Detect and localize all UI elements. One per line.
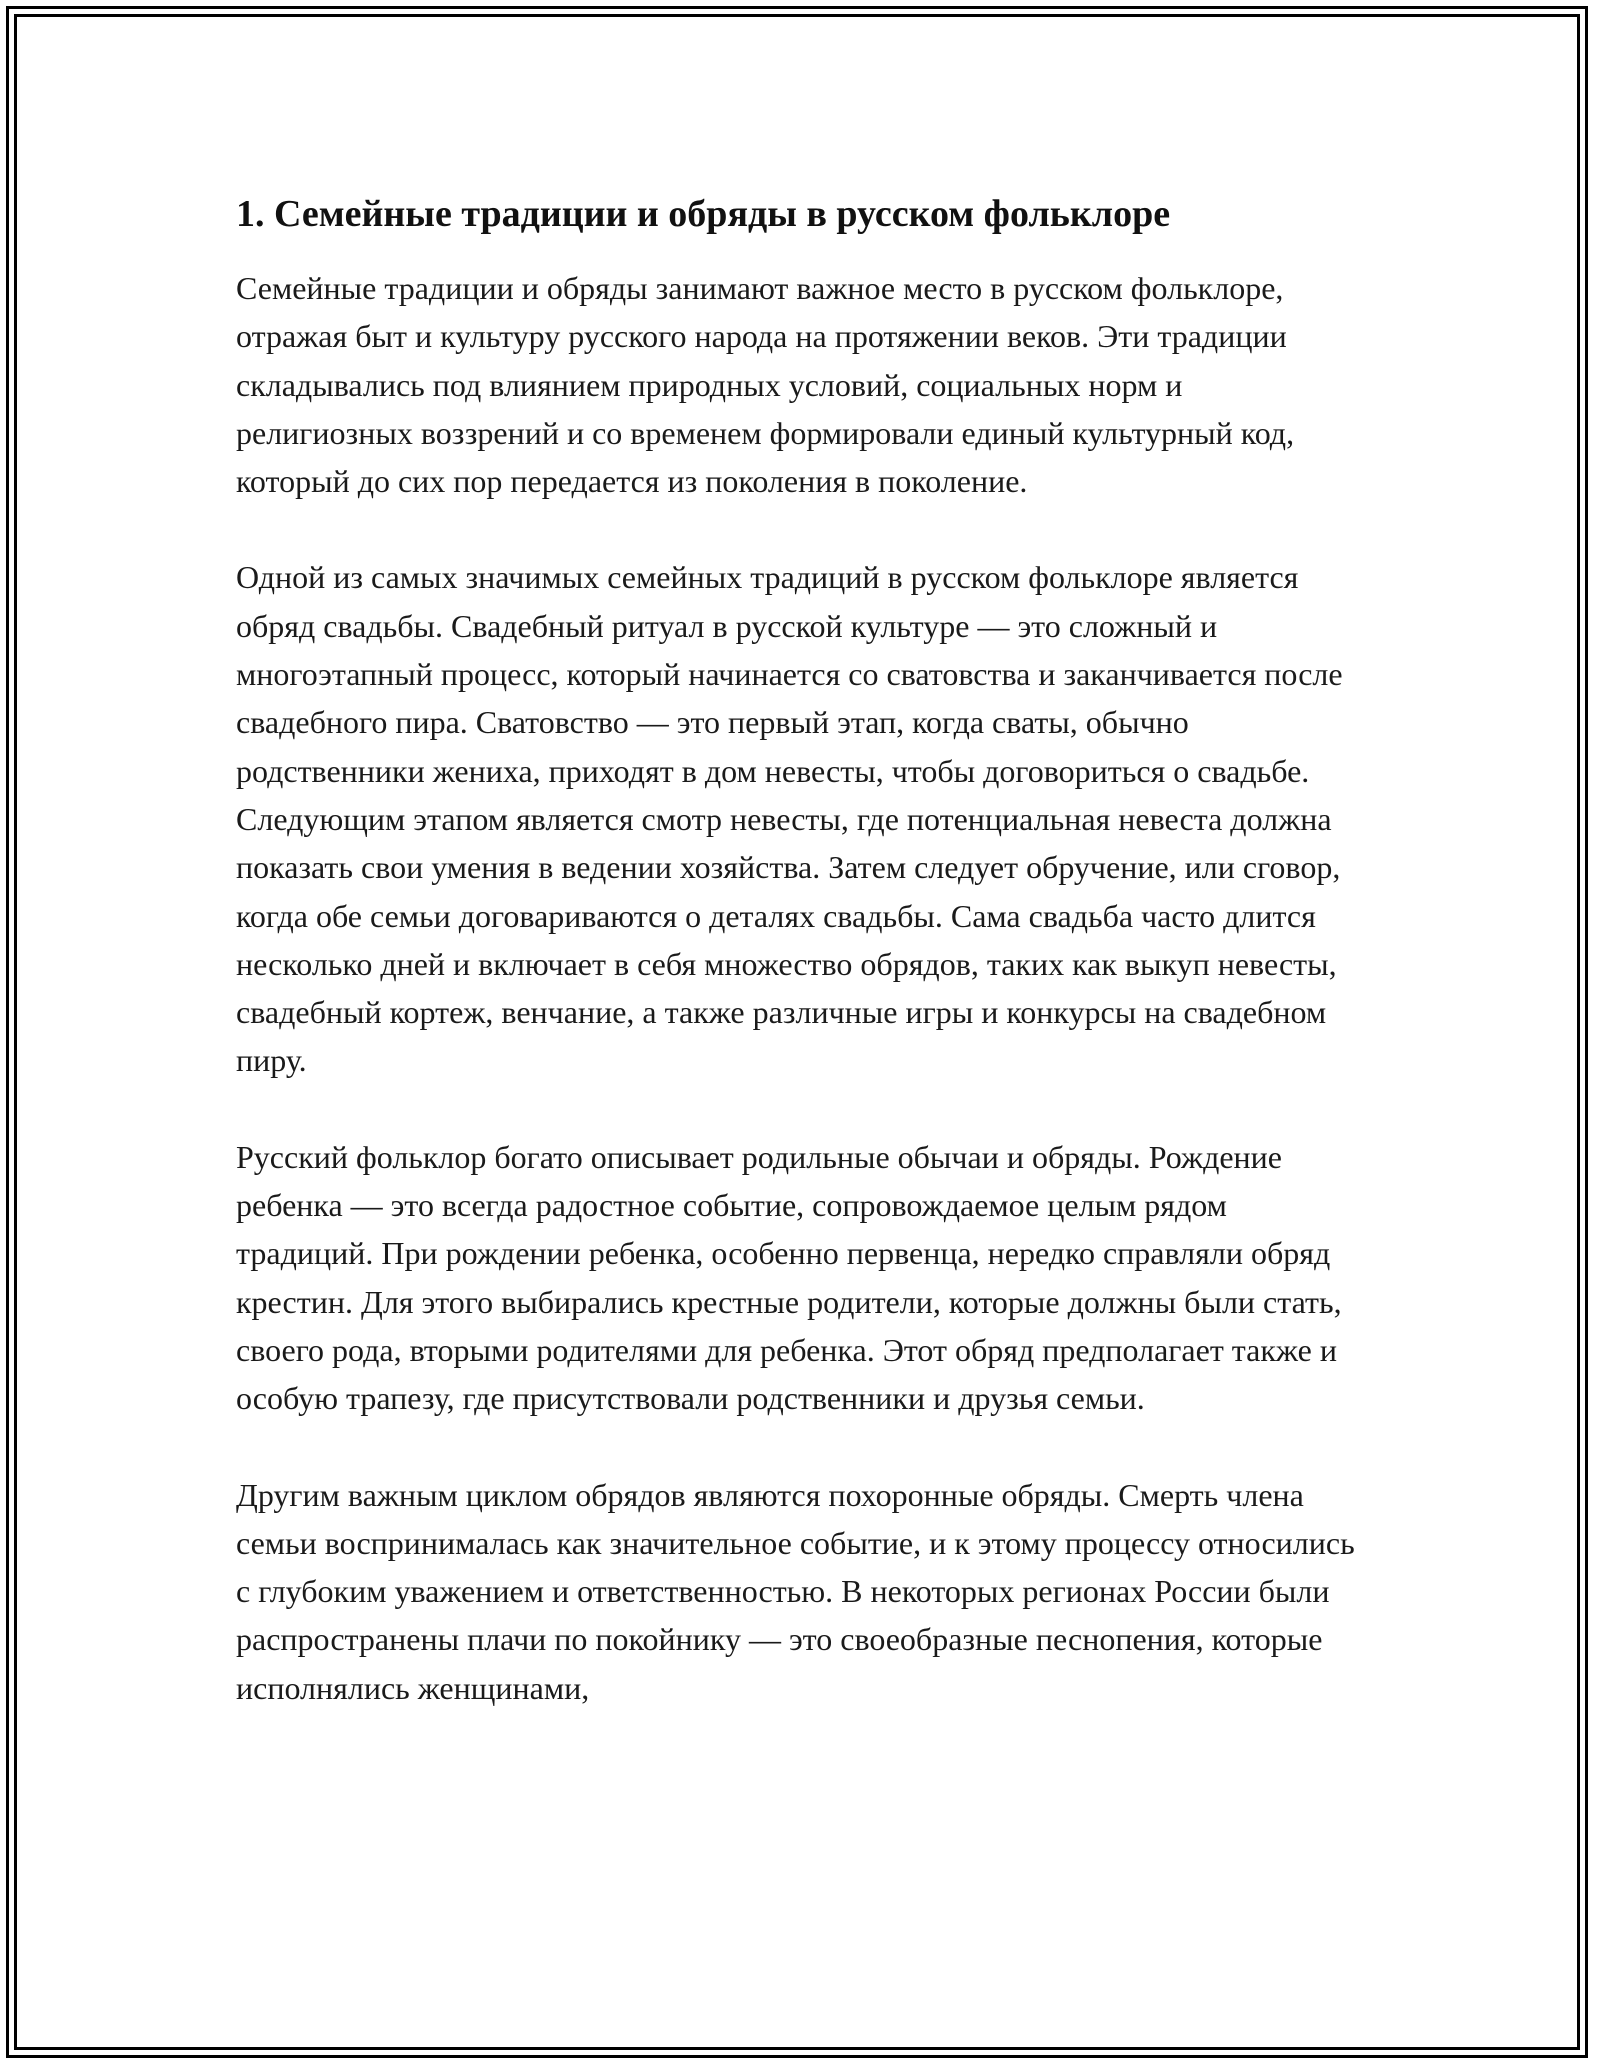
section-heading: 1. Семейные традиции и обряды в русском фольклоре: [236, 193, 1171, 235]
paragraph-intro: Семейные традиции и обряды занимают важное место в русском фольклоре, отражая быт и культуру русского народа на протяжении веков. Эти традиции складывались под влиянием природных условий, социальных норм и религиозных воззрений и со временем формировали единый культурный код, который до сих пор передается из поколения в поколение.: [236, 270, 1295, 500]
paragraph-wedding: Одной из самых значимых семейных традиций в русском фольклоре является обряд свадьбы. Свадебный ритуал в русской культуре — это сложный и многоэтапный процесс, который начинается со сватовства и заканчивается после свадебного пира. Сватовство — это первый этап, когда сваты, обычно родственники жениха, приходят в дом невесты, чтобы договориться о свадьбе. Следующим этапом является смотр невесты, где потенциальная невеста должна показать свои умения в ведении хозяйства. Затем следует обручение, или сговор, когда обе семьи договариваются о деталях свадьбы. Сама свадьба часто длится несколько дней и включает в себя множество обрядов, таких как выкуп невесты, свадебный кортеж, венчание, а также различные игры и конкурсы на свадебном пиру.: [236, 559, 1343, 1079]
document-body: [236, 186, 1366, 1712]
paragraph-birth: Русский фольклор богато описывает родильные обычаи и обряды. Рождение ребенка — это всегда радостное событие, сопровождаемое целым рядом традиций. При рождении ребенка, особенно первенца, нередко справляли обряд крестин. Для этого выбирались крестные родители, которые должны были стать, своего рода, вторыми родителями для ребенка. Этот обряд предполагает также и особую трапезу, где присутствовали родственники и друзья семьи.: [236, 1138, 1342, 1417]
paragraph-funeral: Другим важным циклом обрядов являются похоронные обряды. Смерть члена семьи воспринималась как значительное событие, и к этому процессу относились с глубоким уважением и ответственностью. В некоторых регионах России были распространены плачи по покойнику — это своеобразные песнопения, которые исполнялись женщинами,: [236, 1476, 1355, 1706]
